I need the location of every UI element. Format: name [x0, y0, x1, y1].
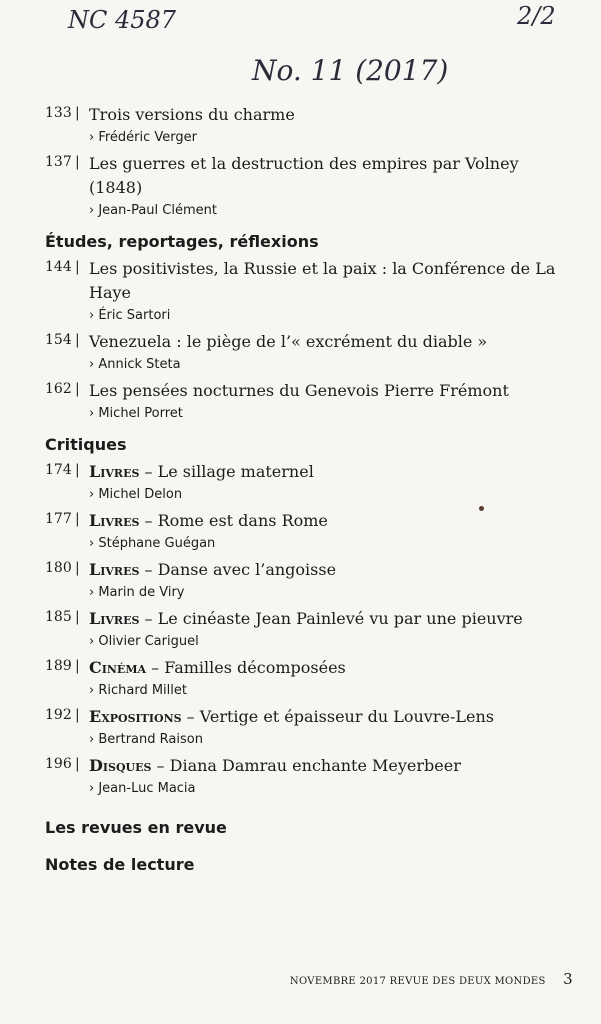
chevron-right-icon: › — [89, 203, 99, 218]
chevron-right-icon: › — [89, 683, 99, 698]
entry-title: Trois versions du charme — [89, 105, 295, 124]
entry-title: Les guerres et la destruction des empires par Volney (1848) — [89, 154, 519, 197]
toc-entry — [45, 152, 565, 222]
entry-author — [89, 582, 565, 604]
entry-author — [89, 680, 565, 702]
author-name: Éric Sartori — [98, 308, 171, 323]
author-name: Michel Delon — [98, 487, 183, 502]
entry-category: Livres — [89, 462, 140, 481]
entry-title: Venezuela : le piège de l’« excrément du diable » — [89, 332, 488, 351]
entry-author — [89, 354, 565, 376]
separator: | — [75, 560, 80, 576]
handwritten-page-fraction: 2/2 — [517, 2, 556, 30]
chevron-right-icon: › — [89, 585, 99, 600]
footer-date: NOVEMBRE 2017 — [289, 976, 387, 987]
separator: | — [75, 381, 80, 397]
entry-title-text: Le sillage maternel — [157, 462, 314, 481]
toc-entry — [45, 509, 565, 555]
entry-category: Expositions — [89, 707, 182, 726]
chevron-right-icon: › — [89, 732, 99, 747]
toc-entry — [45, 379, 565, 425]
entry-author — [89, 533, 565, 555]
toc-entry — [45, 330, 565, 376]
entry-title: Livres – Danse avec l’angoisse — [89, 560, 337, 579]
author-name: Stéphane Guégan — [98, 536, 216, 551]
entry-title-text: Le cinéaste Jean Painlevé vu par une pieuvre — [157, 609, 523, 628]
entry-page-number: 177 — [45, 511, 72, 527]
toc-entry — [45, 460, 565, 506]
author-name: Jean-Luc Macia — [98, 781, 196, 796]
separator: | — [75, 332, 80, 348]
entry-author — [89, 631, 565, 653]
entry-author — [89, 127, 565, 149]
entry-page-number: 133 — [45, 105, 72, 121]
chevron-right-icon: › — [89, 406, 99, 421]
entry-page-number: 144 — [45, 259, 72, 275]
entry-title: Les pensées nocturnes du Genevois Pierre Frémont — [89, 381, 509, 400]
separator: | — [75, 154, 80, 170]
toc-entry — [45, 656, 565, 702]
author-name: Olivier Cariguel — [98, 634, 199, 649]
entry-category: Livres — [89, 511, 140, 530]
chevron-right-icon: › — [89, 130, 99, 145]
entry-title: Disques – Diana Damrau enchante Meyerbeer — [89, 756, 461, 775]
entry-author — [89, 484, 565, 506]
chevron-right-icon: › — [89, 781, 99, 796]
section-heading: Études, reportages, réflexions — [45, 232, 319, 251]
entry-category: Disques — [89, 756, 152, 775]
handwritten-catalog-number: NC 4587 — [68, 6, 177, 34]
entry-category: Livres — [89, 609, 140, 628]
entry-page-number: 174 — [45, 462, 72, 478]
entry-title: Cinéma – Familles décomposées — [89, 658, 346, 677]
separator: | — [75, 462, 80, 478]
entry-title: Livres – Le sillage maternel — [89, 462, 314, 481]
chevron-right-icon: › — [89, 634, 99, 649]
chevron-right-icon: › — [89, 536, 99, 551]
toc-entry — [45, 607, 565, 653]
author-name: Bertrand Raison — [98, 732, 203, 747]
chevron-right-icon: › — [89, 308, 99, 323]
toc-entry — [45, 754, 565, 800]
author-name: Richard Millet — [98, 683, 187, 698]
entry-title: Les positivistes, la Russie et la paix : la Conférence de La Haye — [89, 259, 556, 302]
section-heading: Notes de lecture — [45, 855, 195, 874]
entry-title-text: Familles décomposées — [164, 658, 346, 677]
entry-title-text: Diana Damrau enchante Meyerbeer — [169, 756, 461, 775]
separator: | — [75, 105, 80, 121]
entry-author — [89, 778, 565, 800]
entry-title: Livres – Rome est dans Rome — [89, 511, 328, 530]
entry-title-text: Vertige et épaisseur du Louvre-Lens — [199, 707, 494, 726]
entry-author — [89, 200, 565, 222]
separator: | — [75, 707, 80, 723]
entry-page-number: 189 — [45, 658, 72, 674]
entry-title-text: Rome est dans Rome — [157, 511, 328, 530]
entry-category: Livres — [89, 560, 140, 579]
entry-page-number: 162 — [45, 381, 72, 397]
section-heading: Critiques — [45, 435, 127, 454]
entry-title: Livres – Le cinéaste Jean Painlevé vu par une pieuvre — [89, 609, 523, 628]
entry-title-text: Danse avec l’angoisse — [157, 560, 337, 579]
section-heading: Les revues en revue — [45, 818, 227, 837]
toc-entry — [45, 257, 565, 327]
author-name: Marin de Viry — [98, 585, 185, 600]
page-number: 3 — [563, 970, 573, 988]
separator: | — [75, 609, 80, 625]
author-name: Frédéric Verger — [98, 130, 198, 145]
separator: | — [75, 259, 80, 275]
ink-dot — [479, 506, 484, 511]
entry-author — [89, 403, 565, 425]
chevron-right-icon: › — [89, 487, 99, 502]
separator: | — [75, 658, 80, 674]
author-name: Michel Porret — [98, 406, 183, 421]
entry-page-number: 154 — [45, 332, 72, 348]
entry-author — [89, 729, 565, 751]
page-footer — [290, 970, 573, 988]
entry-title: Expositions – Vertige et épaisseur du Louvre-Lens — [89, 707, 494, 726]
chevron-right-icon: › — [89, 357, 99, 372]
separator: | — [75, 511, 80, 527]
toc-entry — [45, 558, 565, 604]
entry-page-number: 137 — [45, 154, 72, 170]
entry-page-number: 196 — [45, 756, 72, 772]
entry-page-number: 180 — [45, 560, 72, 576]
entry-author — [89, 305, 565, 327]
toc-entry — [45, 103, 565, 149]
author-name: Annick Steta — [98, 357, 181, 372]
handwritten-issue-number: No. 11 (2017) — [252, 54, 449, 87]
entry-page-number: 192 — [45, 707, 72, 723]
entry-page-number: 185 — [45, 609, 72, 625]
toc-entry — [45, 705, 565, 751]
footer-magazine: REVUE DES DEUX MONDES — [389, 976, 546, 987]
separator: | — [75, 756, 80, 772]
author-name: Jean-Paul Clément — [98, 203, 217, 218]
table-of-contents — [45, 103, 565, 880]
entry-category: Cinéma — [89, 658, 147, 677]
